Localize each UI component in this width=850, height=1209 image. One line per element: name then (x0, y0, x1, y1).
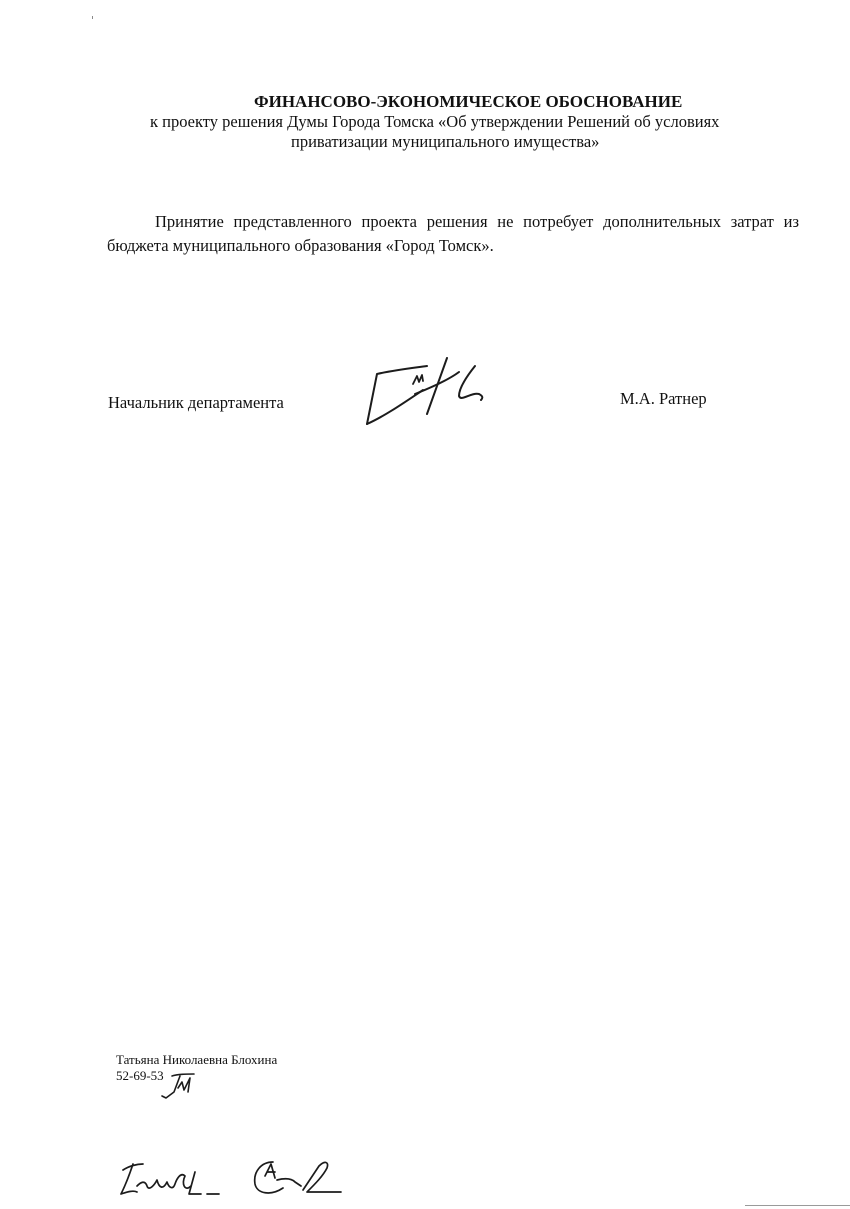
approval-signatures (115, 1150, 355, 1205)
executor-initials-signature (150, 1066, 200, 1106)
document-subtitle-line1: к проекту решения Думы Города Томска «Об утверждении Решений об условиях (150, 112, 720, 131)
document-subtitle-line2: приватизации муниципального имущества» (291, 132, 600, 151)
signatory-position: Начальник департамента (108, 393, 284, 412)
handwritten-signature (355, 350, 495, 430)
signatory-name: М.А. Ратнер (620, 389, 707, 408)
document-title: ФИНАНСОВО-ЭКОНОМИЧЕСКОЕ ОБОСНОВАНИЕ (254, 92, 683, 111)
scan-edge-line (745, 1205, 850, 1206)
executor-name: Татьяна Николаевна Блохина (116, 1052, 278, 1067)
scan-speck (92, 16, 93, 19)
body-paragraph: Принятие представленного проекта решения не потребует дополнительных затрат из бюджета муниципального образования «Город Томск». (107, 212, 799, 255)
executor-phone: 52-69-53 (116, 1068, 164, 1083)
